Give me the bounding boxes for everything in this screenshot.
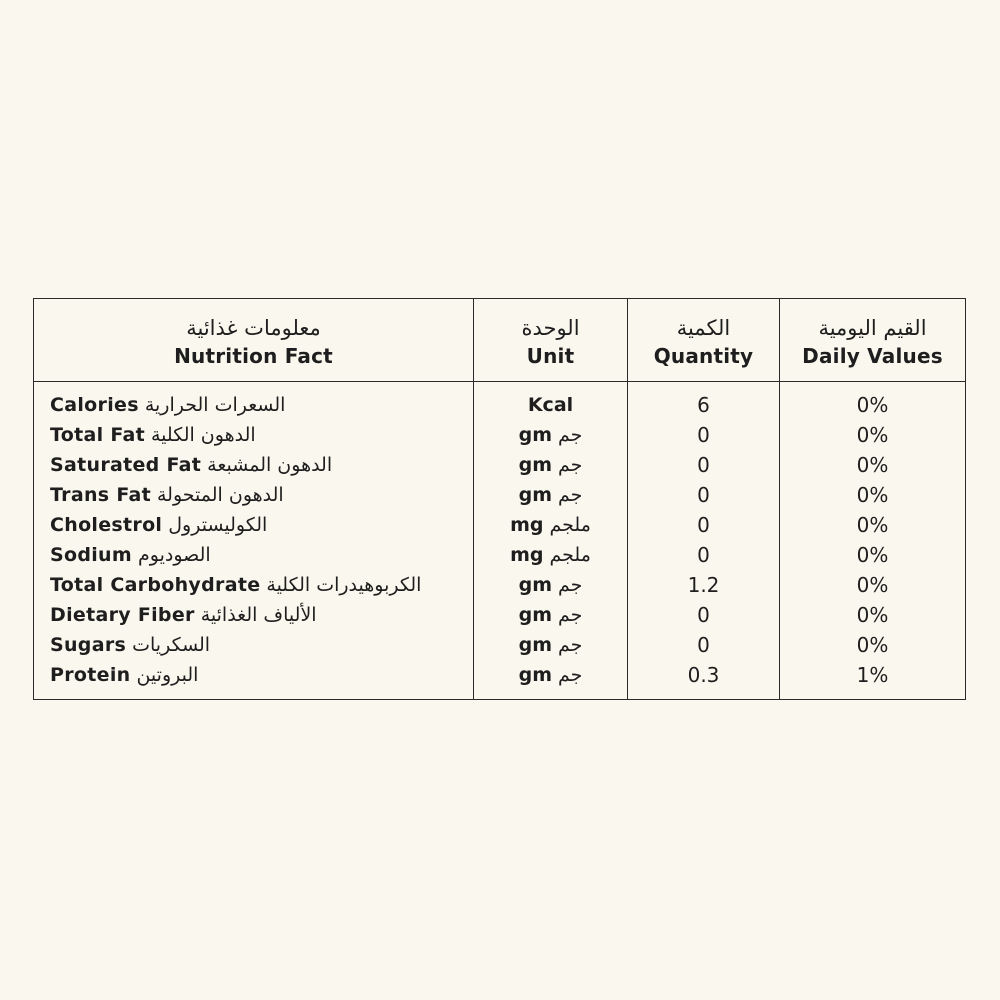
table-row-name [34,510,473,540]
unit-ar: ملجم [549,514,591,536]
table-row-name [34,570,473,600]
unit-en: mg [510,514,544,536]
quantity-value: 0 [697,603,710,627]
nutrient-name-ar: السعرات الحرارية [144,394,286,416]
daily-value: 0% [856,513,889,537]
header-quantity [628,299,780,382]
nutrient-name-en: Saturated Fat [50,454,202,476]
daily-value: 0% [856,573,889,597]
header-nutrient-ar: معلومات غذائية [186,316,321,340]
quantity-column [628,382,780,699]
table-row-unit [474,450,627,480]
unit-ar: جم [558,604,583,626]
quantity-value: 0 [697,543,710,567]
unit-en: mg [510,544,544,566]
unit-column [474,382,628,699]
unit-en: gm [518,574,552,596]
header-daily-values [780,299,965,382]
nutrient-name-en: Dietary Fiber [50,604,195,626]
quantity-value: 0 [697,513,710,537]
table-row-name [34,420,473,450]
nutrient-name-column [34,382,474,699]
unit-en: gm [518,484,552,506]
unit-ar: ملجم [549,544,591,566]
unit-ar: جم [558,664,583,686]
nutrient-name-ar: البروتين [136,664,199,686]
table-row-unit [474,660,627,690]
header-quantity-en: Quantity [653,344,754,368]
nutrient-name-en: Sugars [50,634,127,656]
unit-en: gm [518,634,552,656]
table-row-unit [474,480,627,510]
table-row-unit [474,420,627,450]
nutrient-name-ar: الدهون المشبعة [207,454,333,476]
daily-value: 1% [856,663,889,687]
nutrient-name-en: Total Fat [50,424,145,446]
header-quantity-ar: الكمية [676,316,731,340]
header-daily-en: Daily Values [802,344,943,368]
nutrient-name-ar: الألياف الغذائية [200,604,317,626]
unit-en: gm [518,664,552,686]
unit-ar: جم [558,634,583,656]
quantity-value: 0 [697,423,710,447]
header-unit [474,299,628,382]
unit-en: gm [518,454,552,476]
nutrient-name-en: Cholestrol [50,514,163,536]
header-unit-ar: الوحدة [521,316,580,340]
table-row-unit [474,630,627,660]
table-row-name [34,660,473,690]
header-unit-en: Unit [526,344,575,368]
table-row-unit [474,540,627,570]
nutrient-name-ar: الكوليسترول [168,514,268,536]
quantity-value: 0.3 [687,663,720,687]
table-row-name [34,630,473,660]
header-nutrient [34,299,474,382]
daily-value: 0% [856,633,889,657]
nutrient-name-en: Trans Fat [50,484,151,506]
table-row-name [34,390,473,420]
daily-value: 0% [856,453,889,477]
daily-value: 0% [856,603,889,627]
nutrient-name-ar: الدهون الكلية [151,424,256,446]
unit-ar: جم [558,424,583,446]
unit-ar: جم [558,484,583,506]
unit-en: gm [518,424,552,446]
nutrient-name-ar: السكريات [132,634,211,656]
quantity-value: 6 [697,393,710,417]
table-row-unit [474,390,627,420]
table-row-unit [474,600,627,630]
daily-value: 0% [856,543,889,567]
unit-ar: جم [558,574,583,596]
table-row-name [34,480,473,510]
daily-value: 0% [856,483,889,507]
nutrient-name-ar: الكربوهيدرات الكلية [266,574,422,596]
unit-en: Kcal [527,394,574,416]
nutrient-name-en: Sodium [50,544,132,566]
nutrient-name-en: Total Carbohydrate [50,574,261,596]
unit-en: gm [518,604,552,626]
header-daily-ar: القيم اليومية [818,316,927,340]
quantity-value: 0 [697,483,710,507]
daily-values-column [780,382,965,699]
nutrient-name-en: Protein [50,664,131,686]
table-row-unit [474,510,627,540]
quantity-value: 1.2 [687,573,720,597]
nutrient-name-en: Calories [50,394,139,416]
table-row-name [34,540,473,570]
unit-ar: جم [558,454,583,476]
daily-value: 0% [856,393,889,417]
nutrient-name-ar: الصوديوم [137,544,211,566]
table-row-name [34,450,473,480]
header-nutrient-en: Nutrition Fact [174,344,333,368]
table-row-unit [474,570,627,600]
table-row-name [34,600,473,630]
quantity-value: 0 [697,633,710,657]
quantity-value: 0 [697,453,710,477]
nutrient-name-ar: الدهون المتحولة [156,484,284,506]
daily-value: 0% [856,423,889,447]
nutrition-table [33,298,966,700]
